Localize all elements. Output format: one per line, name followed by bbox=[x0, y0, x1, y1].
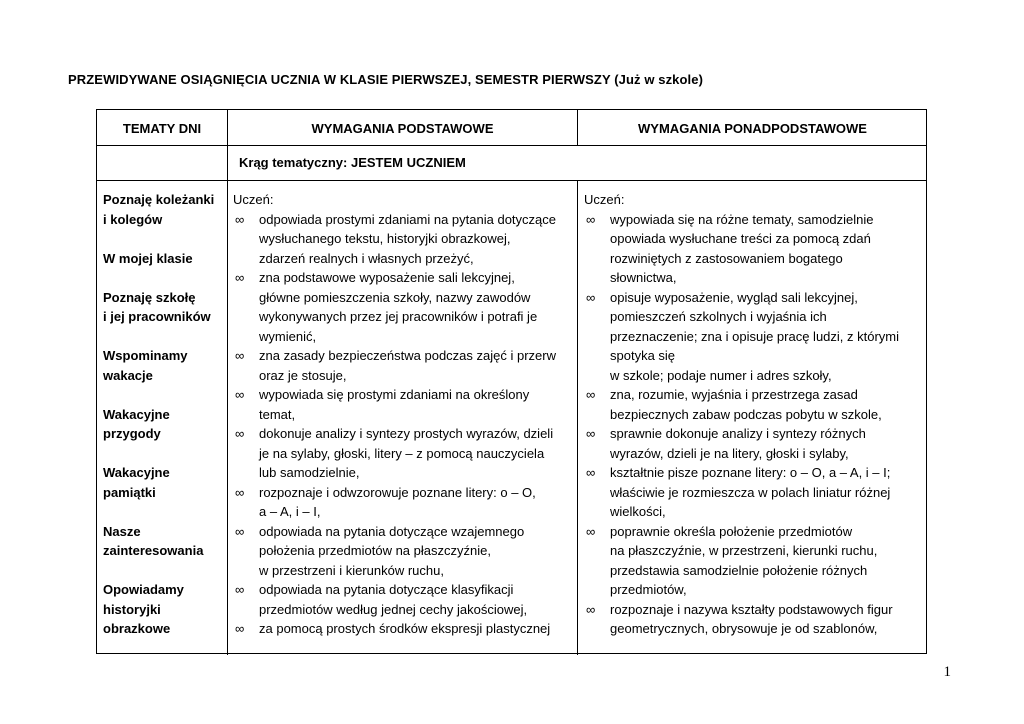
requirement-text bbox=[610, 463, 920, 522]
requirement-line: dokonuje analizy i syntezy prostych wyrazów, dzieli bbox=[259, 426, 554, 441]
header-basic: WYMAGANIA PODSTAWOWE bbox=[311, 120, 494, 136]
requirement-line: wymienić, bbox=[259, 328, 317, 344]
topic-line: Opowiadamy bbox=[103, 582, 184, 597]
requirements-table bbox=[96, 109, 927, 654]
requirement-line: spotyka się bbox=[610, 348, 676, 363]
infinity-bullet-icon: ∞ bbox=[235, 484, 245, 500]
requirement-line: w przestrzeni i kierunków ruchu, bbox=[259, 562, 444, 578]
topics-column bbox=[103, 190, 225, 658]
infinity-bullet-icon: ∞ bbox=[235, 211, 245, 227]
requirement-line: lub samodzielnie, bbox=[259, 465, 360, 480]
infinity-bullet-icon: ∞ bbox=[586, 211, 596, 227]
basic-requirements bbox=[233, 190, 573, 639]
requirement-item bbox=[233, 580, 573, 619]
requirement-line: zna zasady bezpieczeństwa podczas zajęć i przerw bbox=[259, 348, 556, 363]
requirement-line: oraz je stosuje, bbox=[259, 367, 347, 383]
requirement-text bbox=[610, 288, 920, 386]
requirement-line: bezpiecznych zabaw podczas pobytu w szkole, bbox=[610, 406, 882, 422]
header-advanced: WYMAGANIA PONADPODSTAWOWE bbox=[638, 120, 867, 136]
requirement-text bbox=[259, 424, 573, 483]
requirement-line: kształtnie pisze poznane litery: o – O, a – A, i – I; bbox=[610, 465, 891, 480]
infinity-bullet-icon: ∞ bbox=[586, 426, 596, 441]
topic-line: i kolegów bbox=[103, 211, 163, 227]
topic-line: wakacje bbox=[103, 367, 153, 383]
requirement-line: opowiada wysłuchane treści za pomocą zdań bbox=[610, 231, 871, 246]
requirement-line: przedmiotów, bbox=[610, 582, 687, 597]
uczen-label: Uczeń: bbox=[584, 192, 625, 207]
requirement-item bbox=[233, 210, 573, 269]
topic-line: zainteresowania bbox=[103, 543, 204, 558]
requirement-line: za pomocą prostych środków ekspresji plastycznej bbox=[259, 621, 551, 636]
column-divider bbox=[577, 181, 578, 655]
requirement-item bbox=[584, 600, 920, 639]
requirement-line: rozwiniętych z zastosowaniem bogatego bbox=[610, 250, 843, 266]
topic-group bbox=[103, 405, 225, 444]
thematic-circle: Krąg tematyczny: JESTEM UCZNIEM bbox=[239, 155, 466, 170]
infinity-bullet-icon: ∞ bbox=[235, 426, 245, 441]
topic-group bbox=[103, 288, 225, 327]
requirement-item bbox=[233, 268, 573, 346]
requirement-line: przedmiotów według jednej cechy jakościowej, bbox=[259, 601, 528, 617]
topic-line: obrazkowe bbox=[103, 621, 171, 636]
topic-line: Wakacyjne bbox=[103, 465, 170, 480]
requirement-line: opisuje wyposażenie, wygląd sali lekcyjnej, bbox=[610, 289, 858, 305]
infinity-bullet-icon: ∞ bbox=[235, 523, 245, 539]
requirement-line: je na sylaby, głoski, litery – z pomocą nauczyciela bbox=[259, 445, 545, 461]
topic-line: Poznaję koleżanki bbox=[103, 192, 215, 207]
topic-line: Nasze bbox=[103, 523, 141, 539]
infinity-bullet-icon: ∞ bbox=[235, 348, 245, 363]
infinity-bullet-icon: ∞ bbox=[235, 270, 245, 285]
infinity-bullet-icon: ∞ bbox=[235, 387, 245, 402]
requirement-text bbox=[610, 600, 920, 639]
topic-group bbox=[103, 463, 225, 502]
requirement-text bbox=[259, 522, 573, 581]
requirement-text bbox=[610, 424, 920, 463]
requirement-line: pomieszczeń szkolnych i wyjaśnia ich bbox=[610, 309, 827, 324]
requirement-item bbox=[233, 619, 573, 639]
column-divider bbox=[227, 110, 228, 655]
requirement-item bbox=[584, 288, 920, 386]
requirement-text bbox=[610, 385, 920, 424]
document-title: PRZEWIDYWANE OSIĄGNIĘCIA UCZNIA W KLASIE PIERWSZEJ, SEMESTR PIERWSZY (Już w szkole) bbox=[68, 72, 704, 87]
requirement-item bbox=[584, 522, 920, 600]
topic-line: Wakacyjne bbox=[103, 406, 170, 422]
topic-line: przygody bbox=[103, 426, 161, 441]
requirement-line: w szkole; podaje numer i adres szkoły, bbox=[610, 367, 832, 383]
requirement-line: na płaszczyźnie, w przestrzeni, kierunki ruchu, bbox=[610, 543, 878, 558]
requirement-text bbox=[259, 483, 573, 522]
infinity-bullet-icon: ∞ bbox=[235, 582, 245, 597]
requirement-item bbox=[233, 522, 573, 581]
infinity-bullet-icon: ∞ bbox=[586, 465, 596, 480]
infinity-bullet-icon: ∞ bbox=[586, 601, 596, 617]
requirement-line: zdarzeń realnych i własnych przeżyć, bbox=[259, 250, 474, 266]
requirement-line: wysłuchanego tekstu, historyjki obrazkowej, bbox=[259, 231, 511, 246]
requirement-line: zna, rozumie, wyjaśnia i przestrzega zasad bbox=[610, 387, 858, 402]
requirement-text bbox=[259, 619, 573, 639]
requirement-item bbox=[233, 385, 573, 424]
requirement-line: wypowiada się na różne tematy, samodzielnie bbox=[610, 211, 874, 227]
requirement-line: sprawnie dokonuje analizy i syntezy różnych bbox=[610, 426, 866, 441]
requirement-item bbox=[584, 385, 920, 424]
topic-line: Wspominamy bbox=[103, 348, 188, 363]
requirement-item bbox=[584, 210, 920, 288]
header-topics: TEMATY DNI bbox=[122, 120, 202, 136]
requirement-text bbox=[259, 210, 573, 269]
requirement-line: wielkości, bbox=[610, 504, 666, 519]
requirement-text bbox=[259, 580, 573, 619]
requirement-text bbox=[610, 522, 920, 600]
requirement-line: słownictwa, bbox=[610, 270, 677, 285]
topic-line: historyjki bbox=[103, 601, 161, 617]
requirement-item bbox=[233, 483, 573, 522]
requirement-line: główne pomieszczenia szkoły, nazwy zawodów bbox=[259, 289, 531, 305]
requirement-line: a – A, i – I, bbox=[259, 504, 321, 519]
requirement-line: zna podstawowe wyposażenie sali lekcyjnej, bbox=[259, 270, 515, 285]
requirement-text bbox=[610, 210, 920, 288]
topic-group bbox=[103, 190, 225, 229]
topic-line: Poznaję szkołę bbox=[103, 289, 196, 305]
requirement-line: wykonywanych przez jej pracowników i potrafi je bbox=[259, 309, 538, 324]
row-divider bbox=[97, 180, 926, 181]
requirement-line: odpowiada na pytania dotyczące klasyfikacji bbox=[259, 582, 514, 597]
requirement-line: wyrazów, dzieli je na litery, głoski i sylaby, bbox=[610, 445, 849, 461]
requirement-line: odpowiada prostymi zdaniami na pytania dotyczące bbox=[259, 211, 557, 227]
topic-line: W mojej klasie bbox=[103, 250, 193, 266]
infinity-bullet-icon: ∞ bbox=[586, 523, 596, 539]
requirement-line: poprawnie określa położenie przedmiotów bbox=[610, 523, 853, 539]
requirement-line: przedstawia samodzielnie położenie różnych bbox=[610, 562, 868, 578]
requirement-item bbox=[233, 424, 573, 483]
requirement-line: wypowiada się prostymi zdaniami na określony bbox=[259, 387, 530, 402]
requirement-line: rozpoznaje i odwzorowuje poznane litery: o – O, bbox=[259, 484, 536, 500]
requirement-line: właściwie je rozmieszcza w polach liniatur różnej bbox=[610, 484, 891, 500]
page-number: 1 bbox=[943, 664, 951, 680]
requirement-line: rozpoznaje i nazywa kształty podstawowych figur bbox=[610, 601, 893, 617]
requirement-line: położenia przedmiotów na płaszczyźnie, bbox=[259, 543, 491, 558]
infinity-bullet-icon: ∞ bbox=[235, 621, 245, 636]
topic-group bbox=[103, 346, 225, 385]
infinity-bullet-icon: ∞ bbox=[586, 289, 596, 305]
requirement-line: przeznaczenie; zna i opisuje pracę ludzi, z którymi bbox=[610, 328, 900, 344]
requirement-line: temat, bbox=[259, 406, 296, 422]
topic-line: pamiątki bbox=[103, 484, 156, 500]
requirement-line: geometrycznych, obrysowuje je od szablonów, bbox=[610, 621, 878, 636]
requirement-line: odpowiada na pytania dotyczące wzajemnego bbox=[259, 523, 525, 539]
advanced-requirements bbox=[584, 190, 920, 639]
topic-group bbox=[103, 249, 225, 269]
requirement-text bbox=[259, 385, 573, 424]
requirement-item bbox=[584, 463, 920, 522]
uczen-label: Uczeń: bbox=[233, 192, 274, 207]
infinity-bullet-icon: ∞ bbox=[586, 387, 596, 402]
requirement-item bbox=[233, 346, 573, 385]
requirement-text bbox=[259, 268, 573, 346]
topic-line: i jej pracowników bbox=[103, 309, 211, 324]
requirement-item bbox=[584, 424, 920, 463]
requirement-text bbox=[259, 346, 573, 385]
topic-group bbox=[103, 580, 225, 639]
topic-group bbox=[103, 522, 225, 561]
